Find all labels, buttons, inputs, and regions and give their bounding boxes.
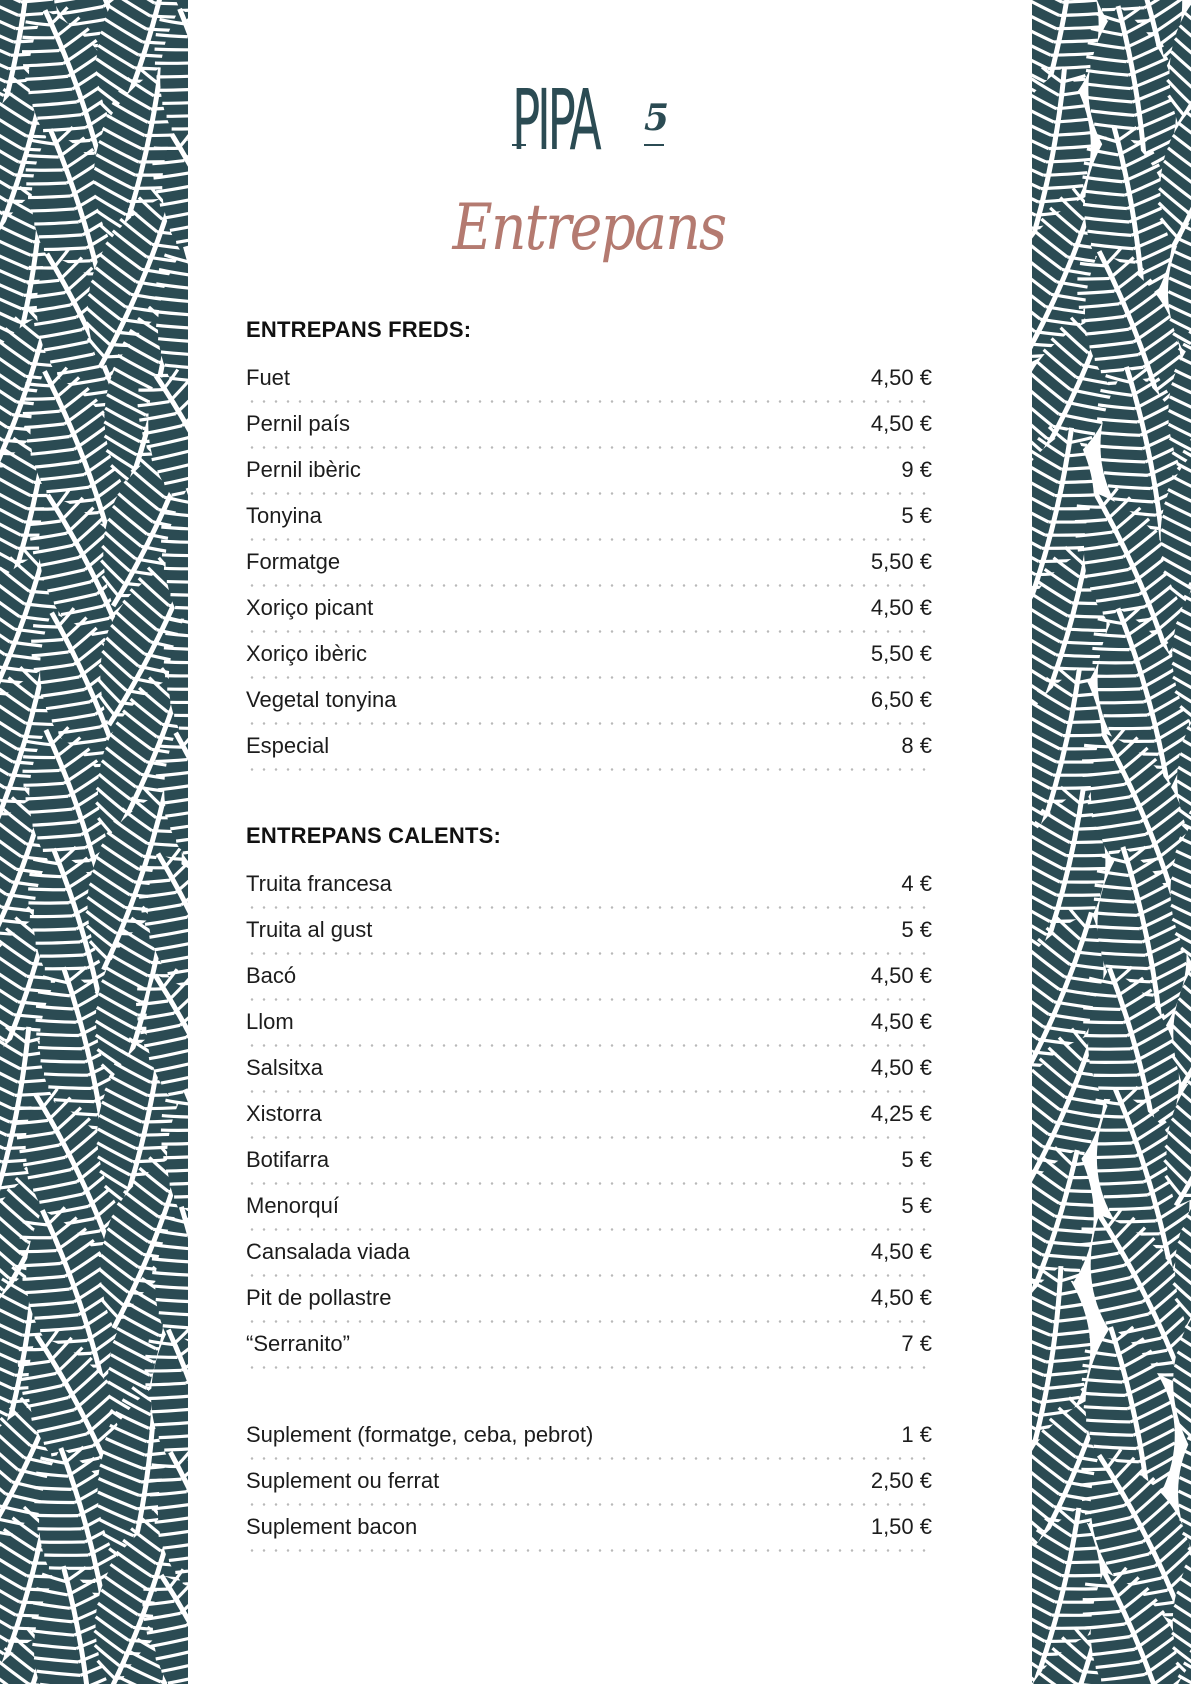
item-name: Formatge: [246, 549, 341, 574]
menu-item: [246, 403, 932, 449]
menu-item: [246, 357, 932, 403]
item-price: 5 €: [901, 1193, 932, 1218]
section-heading: ENTREPANS FREDS:: [246, 317, 472, 342]
item-name: Pernil ibèric: [246, 457, 361, 482]
menu-item: [246, 1139, 932, 1185]
menu-item: [246, 633, 932, 679]
menu-item: [246, 1277, 932, 1323]
item-price: 4,50 €: [870, 595, 932, 620]
menu-item: [246, 725, 932, 771]
menu-item: [246, 1185, 932, 1231]
menu-item: [246, 449, 932, 495]
item-price: 4,50 €: [870, 1239, 932, 1264]
menu-item: [246, 863, 932, 909]
item-price: 8 €: [901, 733, 932, 758]
logo-superscript: 5: [644, 97, 670, 139]
item-name: Menorquí: [246, 1193, 339, 1218]
menu-item: [246, 587, 932, 633]
logo-wordmark: PIPA: [512, 71, 599, 169]
item-price: 9 €: [901, 457, 932, 482]
menu-item: [246, 1093, 932, 1139]
left-leaf-pattern: [0, 0, 188, 1684]
item-price: 4,50 €: [870, 1055, 932, 1080]
item-price: 2,50 €: [870, 1468, 932, 1493]
item-name: Botifarra: [246, 1147, 330, 1172]
leaf-pattern-graphic: [1032, 0, 1191, 1684]
item-price: 5,50 €: [870, 549, 932, 574]
item-name: Truita al gust: [246, 917, 373, 942]
item-price: 5 €: [901, 503, 932, 528]
item-name: Tonyina: [246, 503, 322, 528]
item-name: Suplement bacon: [246, 1514, 418, 1539]
menu-item: [246, 1460, 932, 1506]
item-price: 4,50 €: [870, 411, 932, 436]
item-name: Bacó: [246, 963, 297, 988]
item-name: Llom: [246, 1009, 294, 1034]
item-name: Pernil país: [246, 411, 350, 436]
item-name: Salsitxa: [246, 1055, 324, 1080]
menu-item: [246, 495, 932, 541]
menu-item: [246, 955, 932, 1001]
section-heading: ENTREPANS CALENTS:: [246, 823, 501, 848]
item-name: Truita francesa: [246, 871, 392, 896]
menu-item: [246, 1231, 932, 1277]
menu-item: [246, 1323, 932, 1369]
menu-item: [246, 1047, 932, 1093]
item-price: 4,50 €: [870, 365, 932, 390]
item-name: Suplement ou ferrat: [246, 1468, 440, 1493]
item-price: 4,25 €: [870, 1101, 932, 1126]
item-price: 4,50 €: [870, 1009, 932, 1034]
item-price: 4,50 €: [870, 963, 932, 988]
page-title: Entrepans: [452, 191, 726, 265]
item-name: Pit de pollastre: [246, 1285, 392, 1310]
item-name: Vegetal tonyina: [246, 687, 397, 712]
menu-item: [246, 679, 932, 725]
item-name: Xoriço ibèric: [246, 641, 368, 666]
item-price: 4,50 €: [870, 1285, 932, 1310]
item-name: “Serranito”: [246, 1331, 350, 1356]
item-price: 6,50 €: [870, 687, 932, 712]
logo: [512, 71, 692, 178]
item-price: 5 €: [901, 1147, 932, 1172]
item-price: 7 €: [901, 1331, 932, 1356]
menu-item: [246, 541, 932, 587]
menu-item: [246, 909, 932, 955]
menu-item: [246, 1414, 932, 1460]
right-leaf-pattern: [1032, 0, 1191, 1684]
item-name: Xoriço picant: [246, 595, 374, 620]
item-name: Suplement (formatge, ceba, pebrot): [246, 1422, 594, 1447]
item-name: Xistorra: [246, 1101, 322, 1126]
item-name: Cansalada viada: [246, 1239, 410, 1264]
leaf-pattern-graphic: [0, 0, 188, 1684]
item-name: Fuet: [246, 365, 291, 390]
menu-item: [246, 1506, 932, 1552]
item-name: Especial: [246, 733, 330, 758]
item-price: 1,50 €: [870, 1514, 932, 1539]
item-price: 5 €: [901, 917, 932, 942]
item-price: 5,50 €: [870, 641, 932, 666]
item-price: 1 €: [901, 1422, 932, 1447]
logo-dash: [644, 144, 664, 146]
menu-item: [246, 1001, 932, 1047]
item-price: 4 €: [901, 871, 932, 896]
